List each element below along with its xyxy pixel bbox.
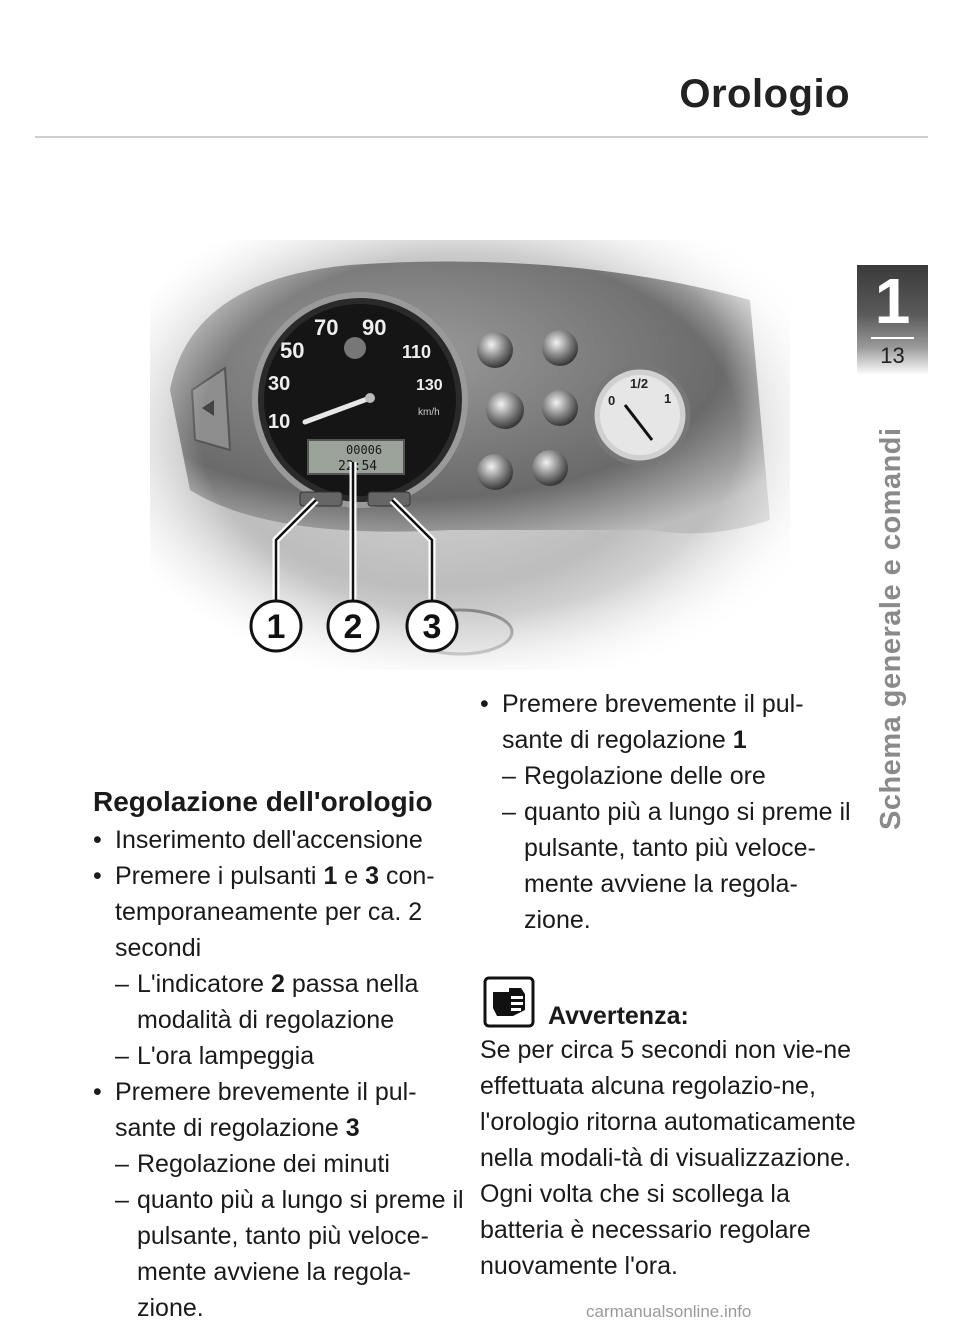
notice-title: Avvertenza:	[548, 1002, 689, 1030]
section-heading: Regolazione dell'orologio	[93, 786, 433, 817]
list-subitem: – L'indicatore 2 passa nella modalità di regolazione	[93, 966, 465, 1038]
list-item: • Premere brevemente il pul-sante di regolazione 3	[93, 1074, 465, 1146]
list-item: • Premere brevemente il pul-sante di regolazione 1	[480, 686, 860, 758]
page-number: 13	[880, 343, 905, 368]
chapter-tab	[857, 265, 928, 375]
list-item: • Premere i pulsanti 1 e 3 con-temporaneamente per ca. 2 secondi	[93, 858, 465, 966]
watermark: carmanualsonline.info	[586, 1302, 752, 1321]
right-column	[480, 686, 860, 1284]
section-side-label: Schema generale e comandi	[875, 427, 907, 830]
notice-header	[480, 974, 860, 1032]
notice-paragraph: Se per circa 5 secondi non vie-ne effettuata alcuna regolazio-ne, l'orologio ritorna automaticamente nella modali-tà di visualizzazione.	[480, 1036, 856, 1172]
callout-1-label: 1	[266, 608, 286, 646]
list-subitem: – quanto più a lungo si preme il pulsante, tanto più veloce-mente avviene la regola-zione.	[93, 1182, 465, 1326]
dashboard-illustration	[150, 240, 790, 670]
title-divider	[35, 136, 928, 138]
list-item: • Inserimento dell'accensione	[93, 822, 465, 858]
callout-3-label: 3	[422, 608, 442, 646]
list-subitem: – Regolazione delle ore	[480, 758, 860, 794]
list-subitem: – Regolazione dei minuti	[93, 1146, 465, 1182]
list-subitem: – L'ora lampeggia	[93, 1038, 465, 1074]
left-column	[93, 782, 465, 1326]
page-title: Orologio	[679, 72, 850, 116]
notice-paragraph: Ogni volta che si scollega la batteria è necessario regolare nuovamente l'ora.	[480, 1180, 811, 1280]
hand-notice-icon	[483, 976, 535, 1028]
callout-2-label: 2	[343, 608, 363, 646]
chapter-number: 1	[874, 265, 911, 337]
chapter-divider	[871, 337, 914, 339]
list-subitem: – quanto più a lungo si preme il pulsante, tanto più veloce-mente avviene la regola-zione.	[480, 794, 860, 938]
